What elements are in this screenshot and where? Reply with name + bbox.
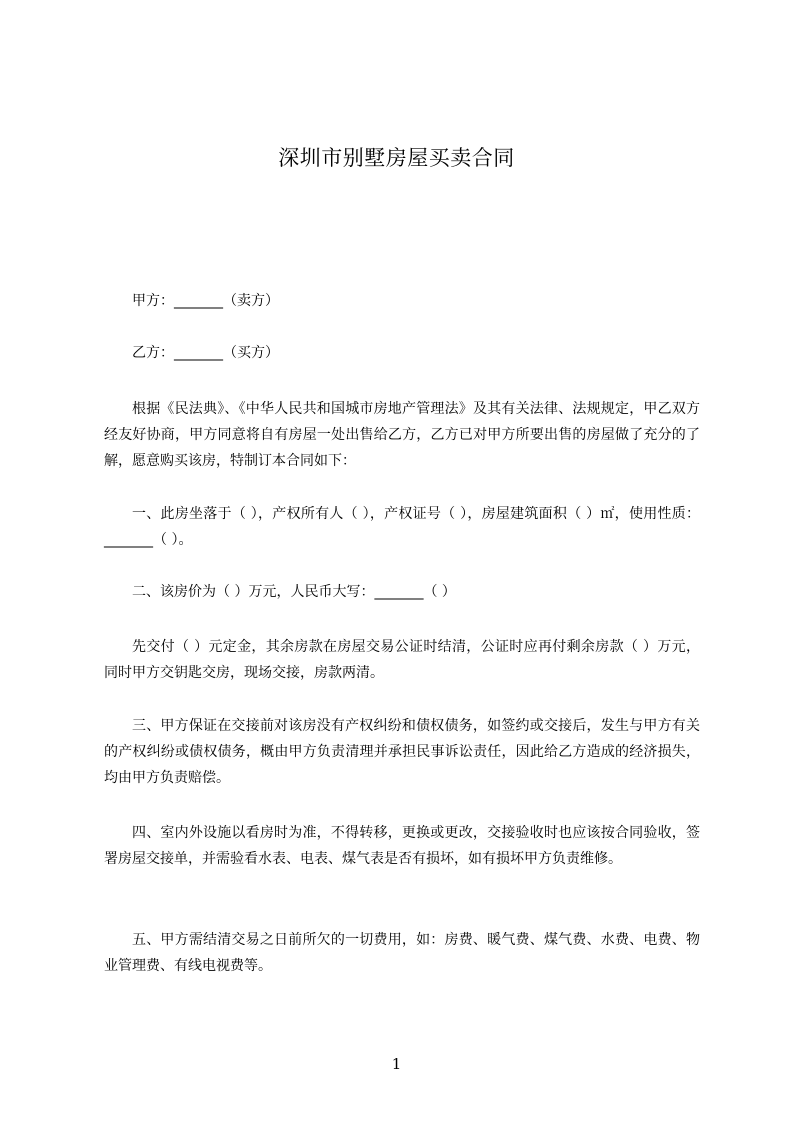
clause-five-fees: 五、甲方需结清交易之日前所欠的一切费用，如：房费、暖气费、煤气费、水费、电费、物业管理费、有线电视费等。	[104, 932, 700, 974]
page-number: 1	[391, 1055, 402, 1073]
clause-one-property-details: 一、此房坐落于（ ），产权所有人（ ），产权证号（ ），房屋建筑面积（ ）㎡，使用性质：_______（ ）。	[104, 506, 700, 548]
party-b-line: 乙方：_______（买方）	[132, 345, 279, 361]
document-title: 深圳市别墅房屋买卖合同	[278, 146, 515, 170]
legal-basis-paragraph: 根据《民法典》、《中华人民共和国城市房地产管理法》及其有关法律、法规规定，甲乙双方经友好协商，甲方同意将自有房屋一处出售给乙方，乙方已对甲方所要出售的房屋做了充分的了解，愿意购买该房，特制订本合同如下：	[104, 401, 700, 469]
deposit-payment-paragraph: 先交付（ ）元定金，其余房款在房屋交易公证时结清，公证时应再付剩余房款（ ）万元，同时甲方交钥匙交房，现场交接，房款两清。	[104, 639, 700, 681]
clause-two-price: 二、该房价为（ ）万元，人民币大写：_______（ ）	[132, 584, 456, 600]
clause-three-guarantee: 三、甲方保证在交接前对该房没有产权纠纷和债权债务，如签约或交接后，发生与甲方有关的产权纠纷或债权债务，概由甲方负责清理并承担民事诉讼责任，因此给乙方造成的经济损失，均由甲方负责赔偿。	[104, 718, 700, 786]
party-a-line: 甲方：_______（卖方）	[132, 293, 279, 309]
clause-four-facilities: 四、室内外设施以看房时为准，不得转移，更换或更改，交接验收时也应该按合同验收，签署房屋交接单，并需验看水表、电表、煤气表是否有损坏，如有损坏甲方负责维修。	[104, 825, 700, 867]
